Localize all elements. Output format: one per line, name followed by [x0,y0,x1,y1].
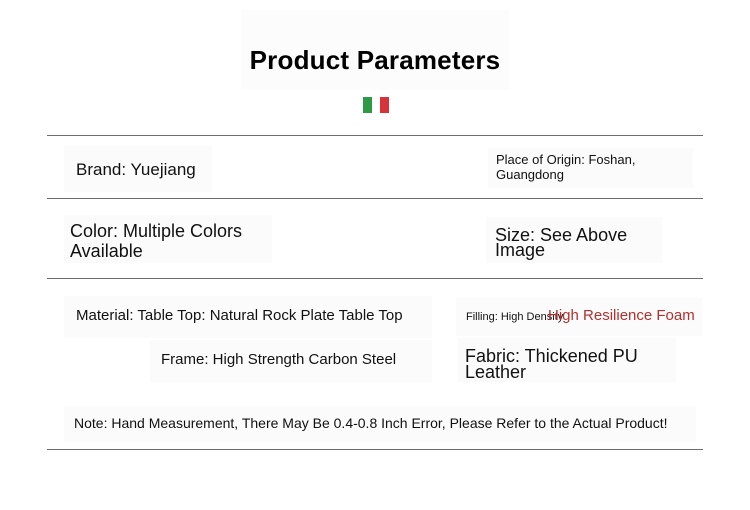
frame-text: Frame: High Strength Carbon Steel [161,351,397,368]
flag-stripe-red [380,97,389,113]
origin-text-line2: Guangdong [496,167,564,182]
divider-2 [47,278,703,279]
divider-bottom [47,449,703,450]
color-text-line1: Color: Multiple Colors [70,221,243,241]
flag-stripe-green [363,97,372,113]
filling-value: High Resilience Foam [548,307,695,324]
origin-text-line1: Place of Origin: Foshan, [496,152,636,167]
material-text: Material: Table Top: Natural Rock Plate Table Top [76,307,403,324]
title-panel [241,10,509,90]
fabric-text-line1: Fabric: Thickened PU [465,346,638,366]
divider-top [47,135,703,136]
size-text-line2: Image [495,240,546,260]
note-text: Note: Hand Measurement, There May Be 0.4-0.8 Inch Error, Please Refer to the Actual Product! [74,415,668,431]
color-text-line2: Available [70,241,143,261]
brand-text: Brand: Yuejiang [76,160,196,179]
filling-label: Filling: High Density [466,311,564,323]
divider-1 [47,198,703,199]
italy-flag-icon [363,97,389,113]
fabric-text-line2: Leather [465,362,527,382]
size-text-line1: Size: See Above [495,225,628,245]
page-title: Product Parameters [249,45,501,75]
flag-stripe-white [372,97,381,113]
